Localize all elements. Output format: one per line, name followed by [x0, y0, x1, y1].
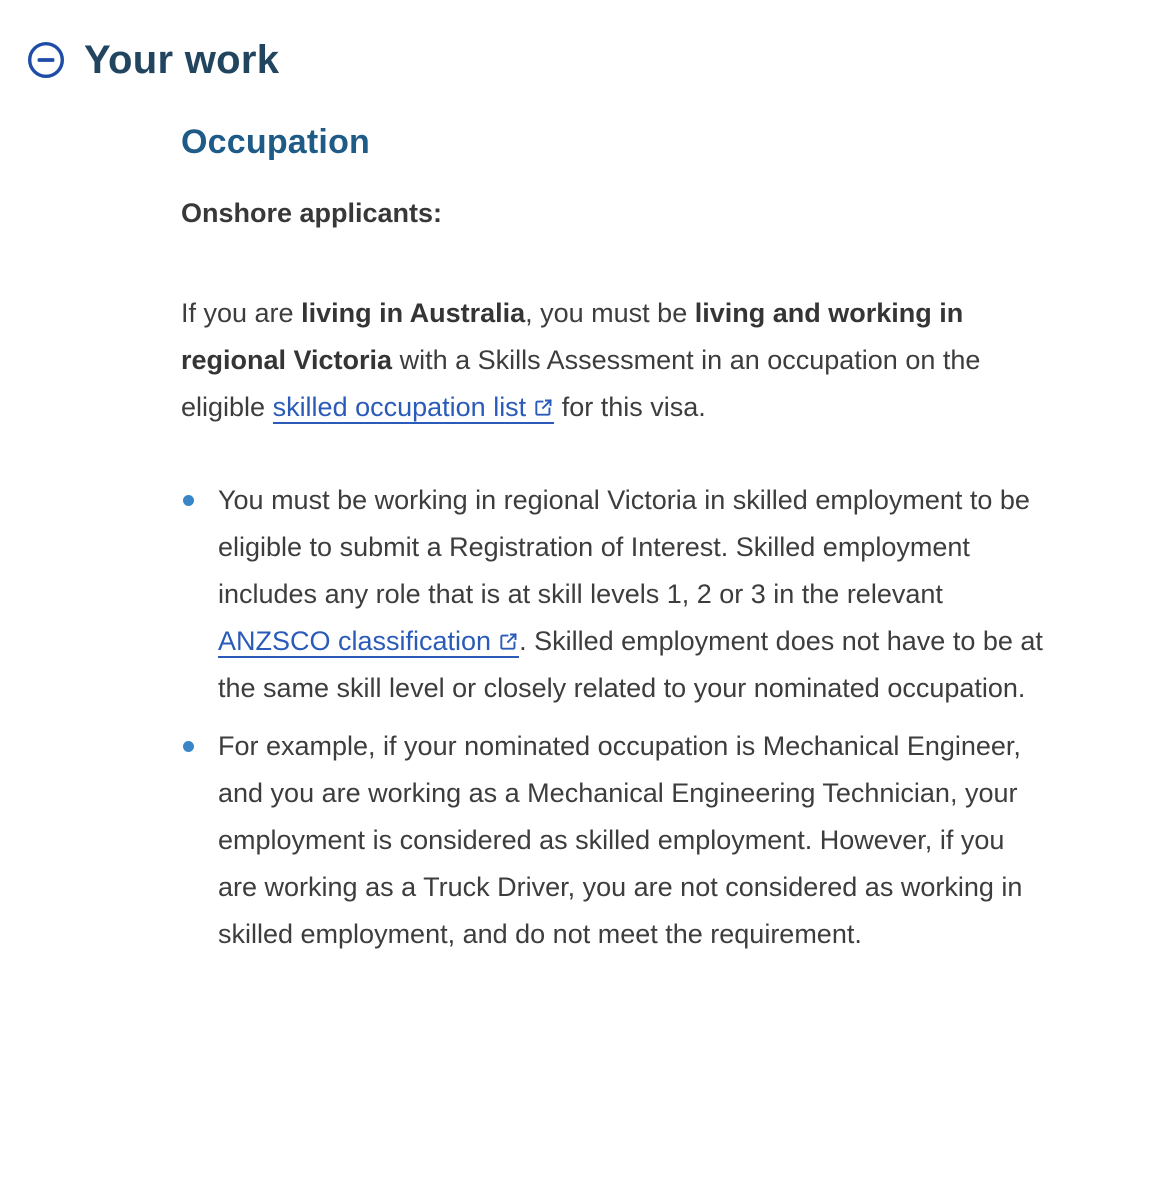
text-segment: If you are: [181, 298, 302, 328]
link-label: skilled occupation list: [272, 392, 527, 422]
anzsco-classification-link[interactable]: [218, 626, 519, 658]
text-segment: for this visa.: [554, 392, 706, 422]
accordion-title: Your work: [84, 38, 280, 82]
bullet-list: [181, 477, 1049, 958]
text-segment: You must be working in regional Victoria in skilled employment to be eligible to submit a Registration of Interest. Skilled employment includes any role that is at skill levels 1, 2 or 3 in the relevant: [218, 485, 1030, 609]
section-heading-occupation: Occupation: [181, 123, 371, 161]
bold-text-living-working-regional-victoria: living and working in regional Victoria: [181, 298, 964, 375]
link-label: ANZSCO classification: [218, 626, 492, 656]
text-segment: , you must be: [525, 298, 695, 328]
text-segment: For example, if your nominated occupation is Mechanical Engineer, and you are working as a Mechanical Engineering Technician, your employment is considered as skilled employment. However, if you are working as a Truck Driver, you are not considered as working in skilled employment, and do not meet the requirement.: [218, 731, 1023, 949]
accordion-toggle-your-work[interactable]: [0, 0, 279, 82]
bold-text-living-in-australia: living in Australia: [301, 298, 526, 328]
external-link-icon: [526, 392, 554, 422]
accordion-body: [181, 123, 1049, 958]
text-segment: with a Skills Assessment in an occupation on the eligible: [181, 345, 981, 422]
list-item-example: [181, 723, 1049, 958]
external-link-icon: [491, 626, 519, 656]
subheading-onshore-applicants: Onshore applicants:: [181, 198, 443, 228]
text-segment: . Skilled employment does not have to be at the same skill level or closely related to your nominated occupation.: [218, 626, 1043, 703]
intro-paragraph: [181, 290, 1049, 431]
skilled-occupation-list-link[interactable]: [273, 392, 555, 424]
list-item-skilled-employment: [181, 477, 1049, 712]
minus-circle-icon: [27, 41, 65, 79]
